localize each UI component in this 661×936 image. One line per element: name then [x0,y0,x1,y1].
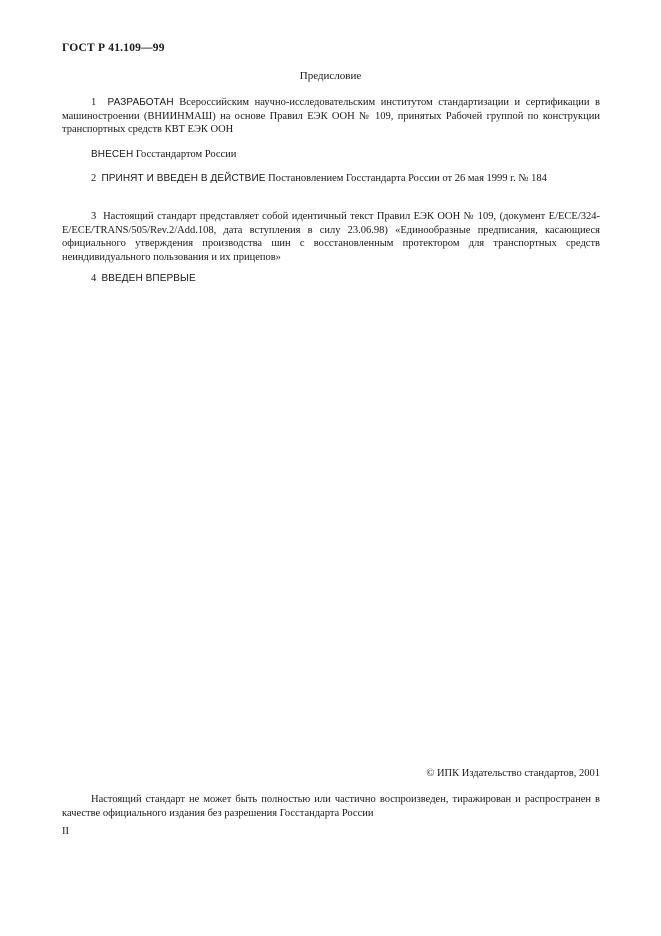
foreword-item-1 [62,96,600,137]
foreword-item-4 [62,272,600,286]
document-code: ГОСТ Р 41.109—99 [62,42,165,54]
item-number: 2 [91,173,97,184]
item-number: 4 [91,273,97,284]
page-number: II [62,826,69,837]
foreword-item-2 [62,172,600,186]
item-caps-label: ВНЕСЕН [91,149,134,160]
foreword-title: Предисловие [299,70,362,82]
foreword-item-introduced [62,148,600,162]
item-caps-label: ВВЕДЕН ВПЕРВЫЕ [101,273,196,284]
item-caps-label: ПРИНЯТ И ВВЕДЕН В ДЕЙСТВИЕ [101,173,266,184]
copyright-line: © ИПК Издательство стандартов, 2001 [426,768,600,779]
item-text: Госстандартом России [133,149,237,160]
item-caps-label: РАЗРАБОТАН [107,97,174,108]
item-text: Настоящий стандарт представляет собой идентичный текст Правил ЕЭК ООН № 109, (документ E/ECE/324-E/ECE/TRANS/505/Rev.2/Add.108, дата вступления в силу 23.06.98) «Единообразные предписания, касающиеся официального утверждения производства шин с восстановленным протектором для транспортных средств неиндивидуального пользования и их прицепов» [62,211,600,263]
item-text: Постановлением Госстандарта России от 26 мая 1999 г. № 184 [265,173,547,184]
reproduction-notice: Настоящий стандарт не может быть полностью или частично воспроизведен, тиражирован и распространен в качестве официального издания без разрешения Госстандарта России [62,794,600,819]
foreword-item-3 [62,210,600,264]
item-text: Всероссийским научно-исследовательским институтом стандартизации и сертификации в машиностроении (ВНИИНМАШ) на основе Правил ЕЭК ООН № 109, принятых Рабочей группой по конструкции транспортных средств КВТ ЕЭК ООН [62,97,601,136]
item-number: 1 [91,97,97,108]
item-number: 3 [91,211,97,222]
